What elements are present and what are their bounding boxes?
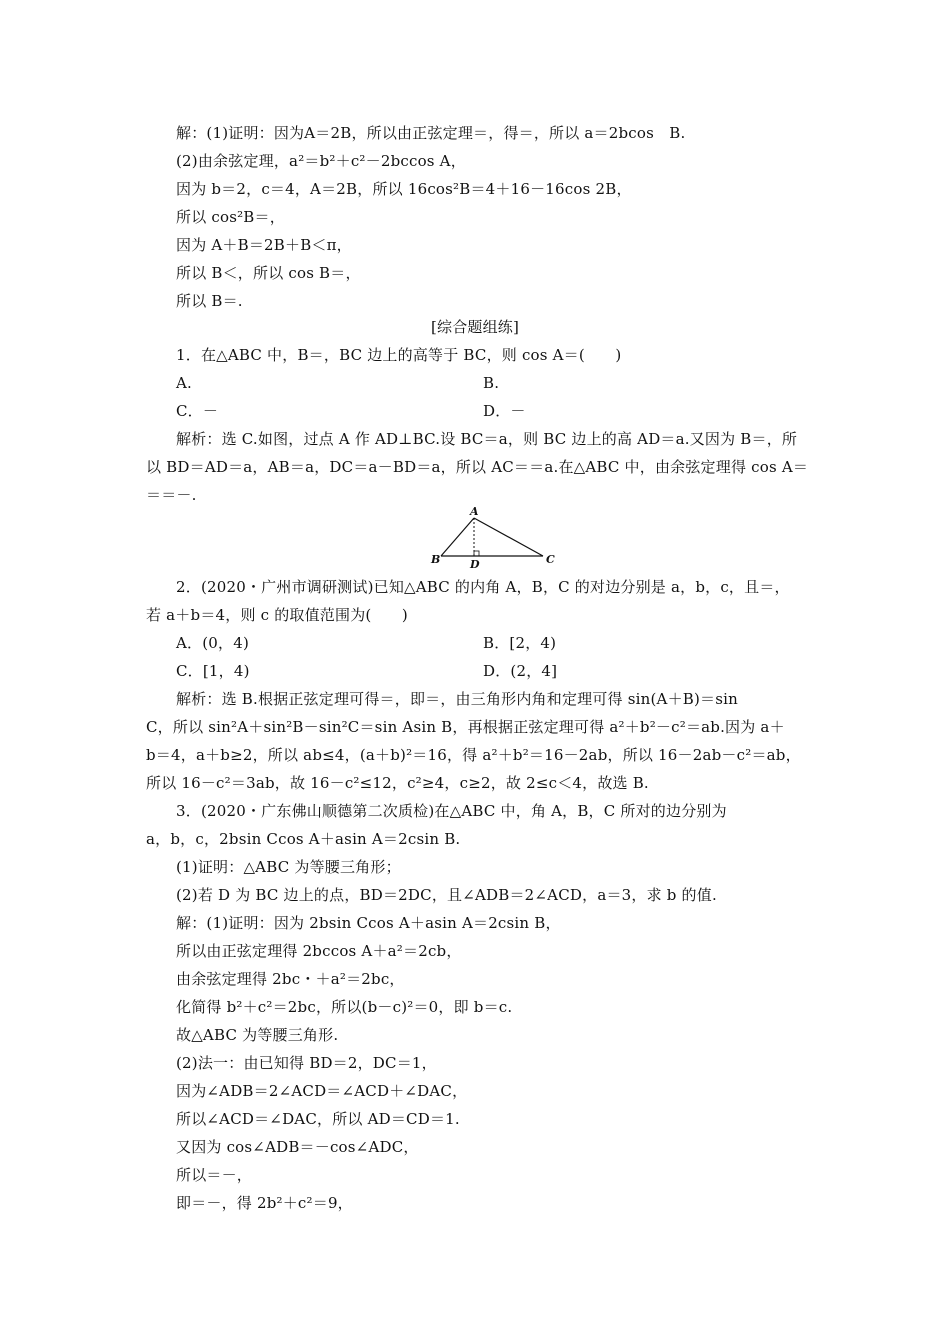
question-2: 2．(2020・广州市调研测试)已知△ABC 的内角 A，B，C 的对边分别是 a，b，c，且＝， [176,578,790,596]
text-line: (2)由余弦定理，a²＝b²＋c²－2bccos A， [176,152,466,170]
option-b: B．[2，4) [483,634,557,652]
vertex-label-a: A [470,506,479,518]
option-d: D．－ [483,402,526,420]
option-c: C．[1，4) [176,662,250,680]
question-3: 3．(2020・广东佛山顺德第二次质检)在△ABC 中，角 A，B，C 所对的边分别为 [176,802,727,820]
triangle-figure [425,506,560,570]
solution-line: (2)法一：由已知得 BD＝2，DC＝1， [176,1054,437,1072]
vertex-label-d: D [470,558,480,570]
analysis-line: 解析：选 B.根据正弦定理可得＝，即＝，由三角形内角和定理可得 sin(A＋B)＝sin [176,690,739,708]
solution-line: 又因为 cos∠ADB＝－cos∠ADC， [176,1138,419,1156]
text-line: 因为 b＝2，c＝4，A＝2B，所以 16cos²B＝4＋16－16cos 2B， [176,180,632,198]
analysis-line: ＝＝－. [146,486,197,504]
solution-line: 由余弦定理得 2bc・＋a²＝2bc， [176,970,405,988]
solution-line: 化简得 b²＋c²＝2bc，所以(b－c)²＝0，即 b＝c. [176,998,513,1016]
solution-line: 所以由正弦定理得 2bccos A＋a²＝2cb， [176,942,462,960]
option-a: A．(0，4) [176,634,250,652]
analysis-line: C，所以 sin²A＋sin²B－sin²C＝sin Asin B，再根据正弦定理可得 a²＋b²－c²＝ab.因为 a＋ [146,718,785,736]
analysis-line: 所以 16－c²＝3ab，故 16－c²≤12，c²≥4，c≥2，故 2≤c＜4，故选 B. [146,774,649,792]
vertex-label-b: B [431,553,441,566]
section-heading: [综合题组练] [430,318,520,336]
solution-intro-line: 解：(1)证明：因为A＝2B，所以由正弦定理＝，得＝，所以 a＝2bcos B. [176,124,686,142]
triangle-side-ac [474,518,543,556]
question-3-cont: a，b，c，2bsin Ccos A＋asin A＝2csin B. [146,830,461,848]
question-1: 1．在△ABC 中，B＝，BC 边上的高等于 BC，则 cos A＝( ) [176,346,622,364]
option-b: B. [483,374,500,392]
solution-line: 解：(1)证明：因为 2bsin Ccos A＋asin A＝2csin B， [176,914,561,932]
option-d: D．(2，4] [483,662,558,680]
analysis-line: b＝4，a＋b≥2，所以 ab≤4，(a＋b)²＝16，得 a²＋b²＝16－2ab，所以 16－2ab－c²＝ab， [146,746,801,764]
option-c: C．－ [176,402,219,420]
triangle-side-ab [441,518,474,556]
text-line: 因为 A＋B＝2B＋B＜π， [176,236,352,254]
solution-line: 所以∠ACD＝∠DAC，所以 AD＝CD＝1. [176,1110,460,1128]
right-angle-marker [474,551,479,556]
vertex-label-c: C [546,553,555,566]
text-line: 所以 B＝. [176,292,243,310]
sub-question-1: (1)证明：△ABC 为等腰三角形； [176,858,401,876]
option-a: A. [176,374,193,392]
text-line: 所以 B＜，所以 cos B＝， [176,264,361,282]
analysis-line: 解析：选 C.如图，过点 A 作 AD⊥BC.设 BC＝a，则 BC 边上的高 AD＝a.又因为 B＝，所 [176,430,798,448]
question-2-cont: 若 a＋b＝4，则 c 的取值范围为( ) [146,606,408,624]
analysis-line: 以 BD＝AD＝a，AB＝a，DC＝a－BD＝a，所以 AC＝＝a.在△ABC 中，由余弦定理得 cos A＝ [146,458,809,476]
sub-question-2: (2)若 D 为 BC 边上的点，BD＝2DC，且∠ADB＝2∠ACD，a＝3，求 b 的值. [176,886,717,904]
text-line: 所以 cos²B＝， [176,208,285,226]
solution-line: 故△ABC 为等腰三角形. [176,1026,339,1044]
solution-line: 即＝－，得 2b²＋c²＝9， [176,1194,353,1212]
solution-line: 因为∠ADB＝2∠ACD＝∠ACD＋∠DAC， [176,1082,468,1100]
solution-line: 所以＝－， [176,1166,253,1184]
